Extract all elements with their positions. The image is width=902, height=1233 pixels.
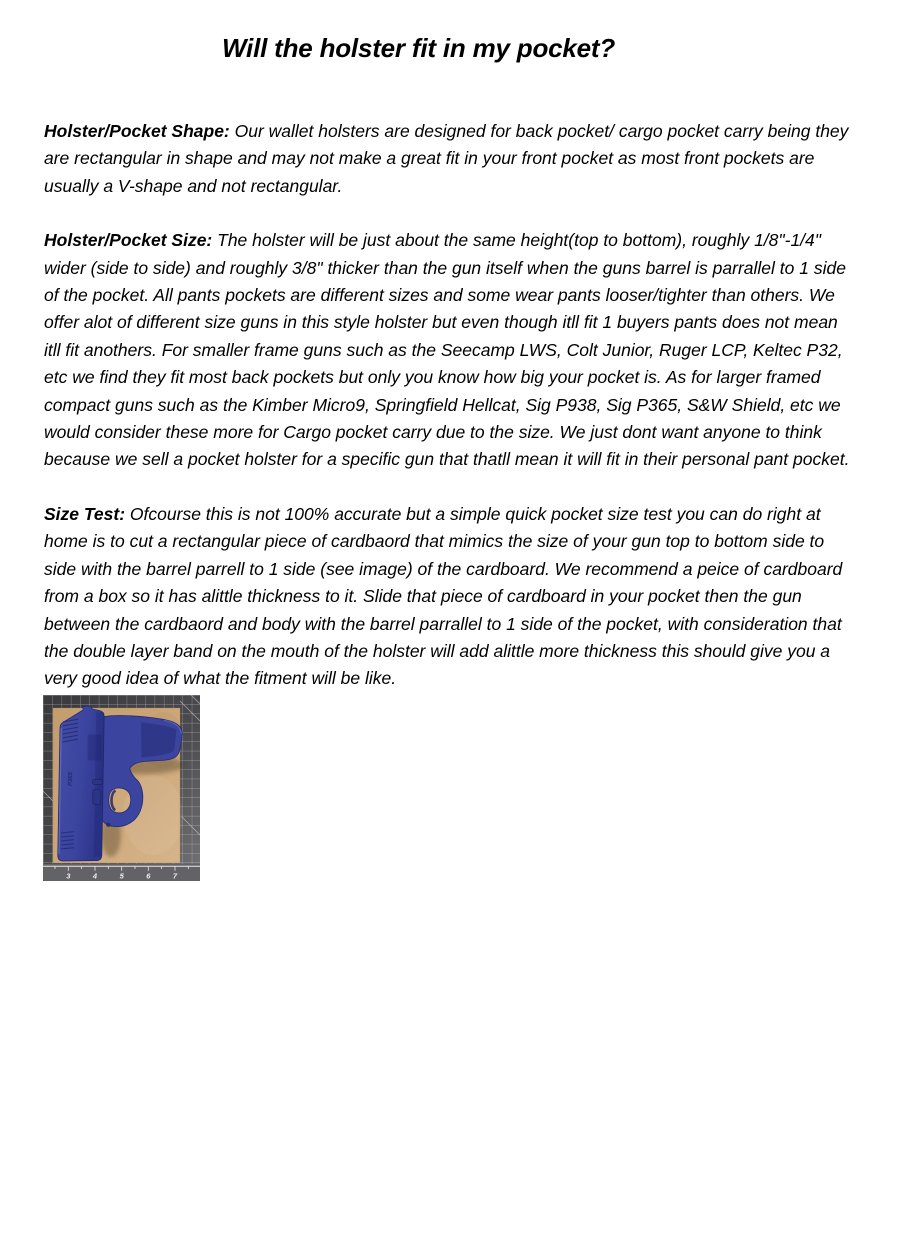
gun-ejection-port [87, 734, 101, 760]
paragraph-lead-shape: Holster/Pocket Shape: [44, 121, 230, 141]
ruler-number: 5 [119, 871, 124, 881]
paragraph-holster-pocket-size [44, 227, 859, 474]
paragraph-text-size: The holster will be just about the same height(top to bottom), roughly 1/8"-1/4" wider (side to side) and roughly 3/8" thicker than the gun itself when the guns barrel is parrallel to 1 side of the pocket. All pants pockets are different sizes and some wear pants looser/tighter than others. We offer alot of different size guns in this style holster but even though itll fit 1 buyers pants does not mean itll fit anothers. For smaller frame guns such as the Seecamp LWS, Colt Junior, Ruger LCP, Keltec P32, etc we find they fit most back pockets but only you know how big your pocket is. As for larger framed compact guns such as the Kimber Micro9, Springfield Hellcat, Sig P938, Sig P365, S&W Shield, etc we would consider these more for Cargo pocket carry due to the size. We just dont want anyone to think because we sell a pocket holster for a specific gun that thatll mean it will fit in their personal pant pocket. [44, 230, 850, 470]
paragraph-text-test: Ofcourse this is not 100% accurate but a simple quick pocket size test you can do right at home is to cut a rectangular piece of cardbaord that mimics the size of your gun top to bottom side to side with the barrel parrell to 1 side (see image) of the cardboard. We recommend a peice of cardboard from a box so it has alittle thickness to it. Slide that piece of cardboard in your pocket then the gun between the cardbaord and body with the barrel parrallel to 1 side of the pocket, with consideration that the double layer band on the mouth of the holster will add alittle more thickness this should give you a very good idea of what the fitment will be like. [44, 503, 843, 689]
size-test-photo-svg [43, 695, 200, 881]
document-body [44, 118, 859, 881]
paragraph-lead-size: Holster/Pocket Size: [44, 230, 213, 251]
gun-slide-stop [93, 789, 101, 804]
paragraph-holster-pocket-shape [44, 118, 859, 200]
size-test-photo [43, 695, 200, 881]
paragraph-text-shape: Our wallet holsters are designed for back pocket/ cargo pocket carry being they are rectangular in shape and may not make a great fit in your front pocket as most front pockets are usually a V-shape and not rectangular. [44, 121, 849, 196]
mat-ruler [43, 864, 200, 881]
paragraph-size-test [44, 501, 859, 693]
gun-model-marking: P365 [67, 771, 75, 786]
ruler-number: 7 [172, 871, 178, 881]
ruler-number: 3 [66, 871, 71, 881]
gun-takedown-lever [93, 779, 103, 784]
page-title: Will the holster fit in my pocket? [221, 33, 616, 63]
paragraph-lead-test: Size Test: [44, 503, 126, 524]
ruler-number: 4 [92, 871, 98, 881]
ruler-number: 6 [146, 871, 151, 881]
document-page [0, 33, 902, 1233]
